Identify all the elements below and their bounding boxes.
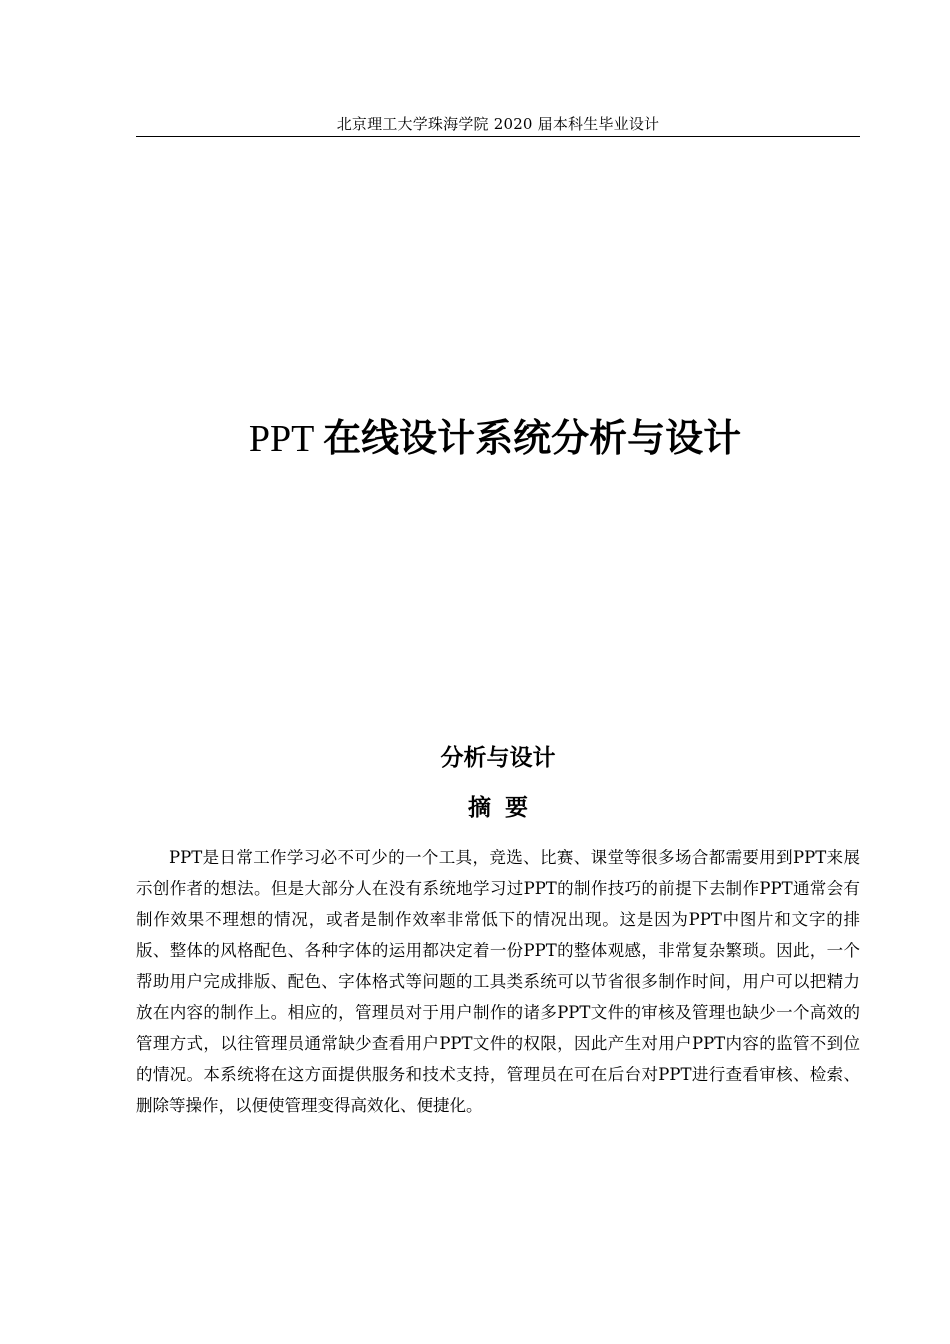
document-subtitle: 分析与设计 — [440, 745, 556, 771]
abstract-heading: 摘要 — [468, 795, 542, 821]
running-header: 北京理工大学珠海学院 2020 届本科生毕业设计 — [336, 115, 660, 133]
document-title-latin: PPT — [248, 418, 324, 460]
abstract-paragraph: PPT是日常工作学习必不可少的一个工具，竞选、比赛、课堂等很多场合都需要用到PPT来展示创作者的想法。但是大部分人在没有系统地学习过PPT的制作技巧的前提下去制作PPT通常会有制作效果不理想的情况，或者是制作效率非常低下的情况出现。这是因为PPT中图片和文字的排版、整体的风格配色、各种字体的运用都决定着一份PPT的整体观感，非常复杂繁琐。因此，一个帮助用户完成排版、配色、字体格式等问题的工具类系统可以节省很多制作时间，用户可以把精力放在内容的制作上。相应的，管理员对于用户制作的诸多PPT文件的审核及管理也缺少一个高效的管理方式，以往管理员通常缺少查看用户PPT文件的权限，因此产生对用户PPT内容的监管不到位的情况。本系统将在这方面提供服务和技术支持，管理员在可在后台对PPT进行查看审核、检索、删除等操作，以便使管理变得高效化、便捷化。 — [136, 848, 860, 1115]
document-title-cjk: 在线设计系统分析与设计 — [323, 416, 742, 460]
header-rule — [136, 136, 860, 137]
document-title — [40, 410, 950, 467]
